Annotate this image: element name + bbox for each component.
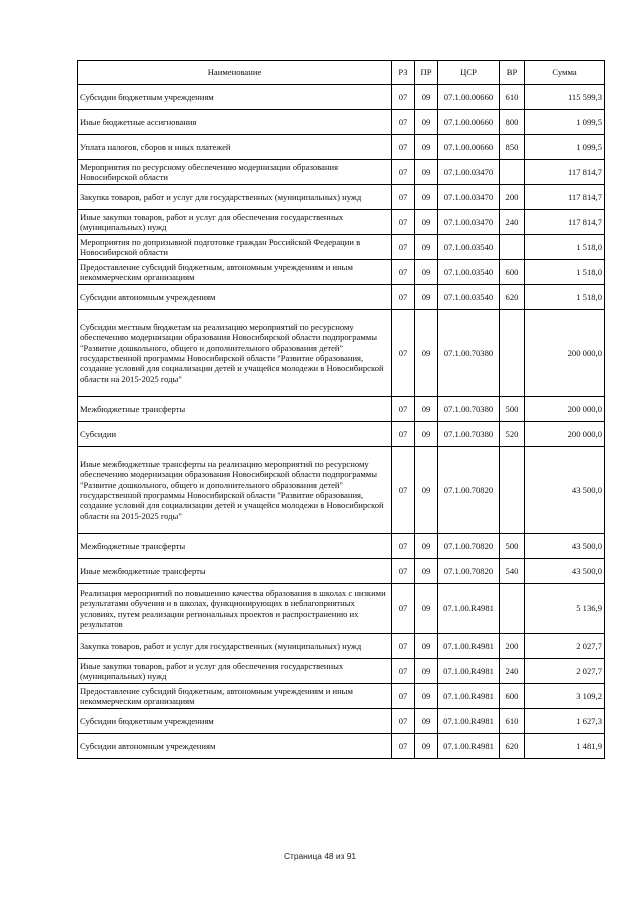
cell-sum: 1 518,0 <box>525 285 605 310</box>
cell-name: Мероприятия по ресурсному обеспечению модернизации образования Новосибирской области <box>78 160 392 185</box>
cell-sum: 117 814,7 <box>525 160 605 185</box>
cell-csr: 07.1.00.03470 <box>438 185 500 210</box>
cell-pr: 09 <box>415 709 438 734</box>
table-row <box>78 110 605 135</box>
cell-rz: 07 <box>392 684 415 709</box>
header-pr: ПР <box>415 61 438 85</box>
cell-name: Предоставление субсидий бюджетным, автономным учреждениям и иным некоммерческим организациям <box>78 684 392 709</box>
budget-table <box>77 60 605 759</box>
cell-vr: 240 <box>500 210 525 235</box>
cell-sum: 200 000,0 <box>525 310 605 397</box>
cell-vr <box>500 584 525 634</box>
cell-csr: 07.1.00.00660 <box>438 85 500 110</box>
cell-csr: 07.1.00.R4981 <box>438 734 500 759</box>
cell-sum: 5 136,9 <box>525 584 605 634</box>
cell-csr: 07.1.00.70820 <box>438 534 500 559</box>
cell-pr: 09 <box>415 734 438 759</box>
table-row <box>78 135 605 160</box>
cell-rz: 07 <box>392 185 415 210</box>
table-header-row <box>78 61 605 85</box>
cell-sum: 1 099,5 <box>525 110 605 135</box>
cell-csr: 07.1.00.70380 <box>438 397 500 422</box>
cell-vr <box>500 235 525 260</box>
cell-vr: 500 <box>500 534 525 559</box>
table-row <box>78 160 605 185</box>
cell-rz: 07 <box>392 85 415 110</box>
cell-sum: 1 518,0 <box>525 260 605 285</box>
cell-pr: 09 <box>415 634 438 659</box>
cell-pr: 09 <box>415 422 438 447</box>
cell-name: Иные закупки товаров, работ и услуг для обеспечения государственных (муниципальных) нужд <box>78 210 392 235</box>
cell-csr: 07.1.00.R4981 <box>438 584 500 634</box>
cell-pr: 09 <box>415 584 438 634</box>
page-number: Страница 48 из 91 <box>283 851 357 861</box>
cell-rz: 07 <box>392 235 415 260</box>
table-row <box>78 260 605 285</box>
cell-vr: 520 <box>500 422 525 447</box>
cell-sum: 117 814,7 <box>525 185 605 210</box>
cell-csr: 07.1.00.03470 <box>438 160 500 185</box>
cell-vr: 850 <box>500 135 525 160</box>
cell-sum: 1 627,3 <box>525 709 605 734</box>
cell-name: Субсидии <box>78 422 392 447</box>
table-row <box>78 85 605 110</box>
cell-name: Предоставление субсидий бюджетным, автономным учреждениям и иным некоммерческим организациям <box>78 260 392 285</box>
cell-sum: 1 481,9 <box>525 734 605 759</box>
cell-vr: 200 <box>500 185 525 210</box>
cell-name: Субсидии автономным учреждениям <box>78 285 392 310</box>
cell-csr: 07.1.00.R4981 <box>438 684 500 709</box>
cell-name: Реализация мероприятий по повышению качества образования в школах с низкими результатами обучения и в школах, функционирующих в неблагоприятных условиях, путем реализации региональных проектов и распространению их результатов <box>78 584 392 634</box>
cell-rz: 07 <box>392 734 415 759</box>
table-row <box>78 584 605 634</box>
cell-name: Иные бюджетные ассигнования <box>78 110 392 135</box>
cell-rz: 07 <box>392 422 415 447</box>
cell-vr: 610 <box>500 85 525 110</box>
cell-name: Субсидии автономным учреждениям <box>78 734 392 759</box>
cell-pr: 09 <box>415 310 438 397</box>
header-sum: Сумма <box>525 61 605 85</box>
cell-pr: 09 <box>415 210 438 235</box>
cell-pr: 09 <box>415 285 438 310</box>
table-row <box>78 684 605 709</box>
cell-rz: 07 <box>392 447 415 534</box>
cell-pr: 09 <box>415 185 438 210</box>
cell-sum: 2 027,7 <box>525 659 605 684</box>
table-row <box>78 659 605 684</box>
cell-sum: 3 109,2 <box>525 684 605 709</box>
cell-sum: 1 099,5 <box>525 135 605 160</box>
table-row <box>78 534 605 559</box>
cell-sum: 43 500,0 <box>525 534 605 559</box>
table-row <box>78 709 605 734</box>
cell-vr: 500 <box>500 397 525 422</box>
cell-vr <box>500 160 525 185</box>
header-rz: РЗ <box>392 61 415 85</box>
cell-csr: 07.1.00.03540 <box>438 285 500 310</box>
header-name: Наименование <box>78 61 392 85</box>
cell-csr: 07.1.00.R4981 <box>438 709 500 734</box>
header-csr: ЦСР <box>438 61 500 85</box>
cell-name: Иные межбюджетные трансферты на реализацию мероприятий по ресурсному обеспечению модернизации образования Новосибирской области подпрограммы "Развитие дошкольного, общего и дополнительного образования детей" государственной программы Новосибирской области "Развитие образования, создание условий для социализации детей и учащейся молодежи в Новосибирской области на 2015-2025 годы" <box>78 447 392 534</box>
cell-csr: 07.1.00.70380 <box>438 422 500 447</box>
cell-csr: 07.1.00.70820 <box>438 559 500 584</box>
cell-name: Иные межбюджетные трансферты <box>78 559 392 584</box>
table-row <box>78 397 605 422</box>
cell-rz: 07 <box>392 310 415 397</box>
cell-name: Иные закупки товаров, работ и услуг для обеспечения государственных (муниципальных) нужд <box>78 659 392 684</box>
cell-rz: 07 <box>392 110 415 135</box>
cell-rz: 07 <box>392 285 415 310</box>
cell-pr: 09 <box>415 447 438 534</box>
cell-vr: 620 <box>500 285 525 310</box>
cell-sum: 1 518,0 <box>525 235 605 260</box>
cell-pr: 09 <box>415 397 438 422</box>
cell-csr: 07.1.00.70820 <box>438 447 500 534</box>
header-vr: ВР <box>500 61 525 85</box>
cell-name: Закупка товаров, работ и услуг для государственных (муниципальных) нужд <box>78 634 392 659</box>
cell-rz: 07 <box>392 534 415 559</box>
cell-pr: 09 <box>415 559 438 584</box>
table-row <box>78 210 605 235</box>
cell-vr: 240 <box>500 659 525 684</box>
cell-csr: 07.1.00.R4981 <box>438 634 500 659</box>
cell-rz: 07 <box>392 584 415 634</box>
cell-rz: 07 <box>392 559 415 584</box>
cell-pr: 09 <box>415 135 438 160</box>
cell-pr: 09 <box>415 235 438 260</box>
cell-name: Межбюджетные трансферты <box>78 397 392 422</box>
cell-name: Закупка товаров, работ и услуг для государственных (муниципальных) нужд <box>78 185 392 210</box>
cell-sum: 43 500,0 <box>525 447 605 534</box>
cell-csr: 07.1.00.00660 <box>438 110 500 135</box>
cell-pr: 09 <box>415 260 438 285</box>
cell-name: Мероприятия по допризывной подготовке граждан Российской Федерации в Новосибирской области <box>78 235 392 260</box>
table-row <box>78 285 605 310</box>
cell-rz: 07 <box>392 397 415 422</box>
cell-name: Межбюджетные трансферты <box>78 534 392 559</box>
cell-sum: 2 027,7 <box>525 634 605 659</box>
cell-csr: 07.1.00.03470 <box>438 210 500 235</box>
table-row <box>78 310 605 397</box>
cell-vr: 540 <box>500 559 525 584</box>
cell-rz: 07 <box>392 210 415 235</box>
cell-pr: 09 <box>415 85 438 110</box>
cell-vr: 200 <box>500 634 525 659</box>
table-row <box>78 447 605 534</box>
cell-rz: 07 <box>392 634 415 659</box>
cell-pr: 09 <box>415 659 438 684</box>
cell-vr: 610 <box>500 709 525 734</box>
cell-sum: 115 599,3 <box>525 85 605 110</box>
cell-sum: 43 500,0 <box>525 559 605 584</box>
cell-rz: 07 <box>392 135 415 160</box>
cell-vr <box>500 310 525 397</box>
cell-vr: 600 <box>500 260 525 285</box>
table-row <box>78 734 605 759</box>
cell-name: Субсидии бюджетным учреждениям <box>78 85 392 110</box>
cell-sum: 200 000,0 <box>525 422 605 447</box>
cell-vr: 600 <box>500 684 525 709</box>
cell-pr: 09 <box>415 684 438 709</box>
cell-rz: 07 <box>392 160 415 185</box>
cell-vr: 800 <box>500 110 525 135</box>
table-row <box>78 559 605 584</box>
cell-rz: 07 <box>392 709 415 734</box>
cell-rz: 07 <box>392 659 415 684</box>
table-body <box>78 85 605 759</box>
table-row <box>78 634 605 659</box>
cell-vr <box>500 447 525 534</box>
table-row <box>78 185 605 210</box>
cell-vr: 620 <box>500 734 525 759</box>
cell-name: Уплата налогов, сборов и иных платежей <box>78 135 392 160</box>
cell-csr: 07.1.00.R4981 <box>438 659 500 684</box>
cell-sum: 117 814,7 <box>525 210 605 235</box>
cell-name: Субсидии местным бюджетам на реализацию мероприятий по ресурсному обеспечению модернизации образования Новосибирской области подпрограммы "Развитие дошкольного, общего и дополнительного образования детей" государственной программы Новосибирской области "Развитие образования, создание условий для социализации детей и учащейся молодежи в Новосибирской области на 2015-2025 годы" <box>78 310 392 397</box>
cell-pr: 09 <box>415 160 438 185</box>
cell-csr: 07.1.00.03540 <box>438 235 500 260</box>
cell-csr: 07.1.00.70380 <box>438 310 500 397</box>
table-row <box>78 422 605 447</box>
cell-pr: 09 <box>415 110 438 135</box>
cell-csr: 07.1.00.00660 <box>438 135 500 160</box>
cell-name: Субсидии бюджетным учреждениям <box>78 709 392 734</box>
cell-sum: 200 000,0 <box>525 397 605 422</box>
table-row <box>78 235 605 260</box>
cell-pr: 09 <box>415 534 438 559</box>
cell-csr: 07.1.00.03540 <box>438 260 500 285</box>
cell-rz: 07 <box>392 260 415 285</box>
